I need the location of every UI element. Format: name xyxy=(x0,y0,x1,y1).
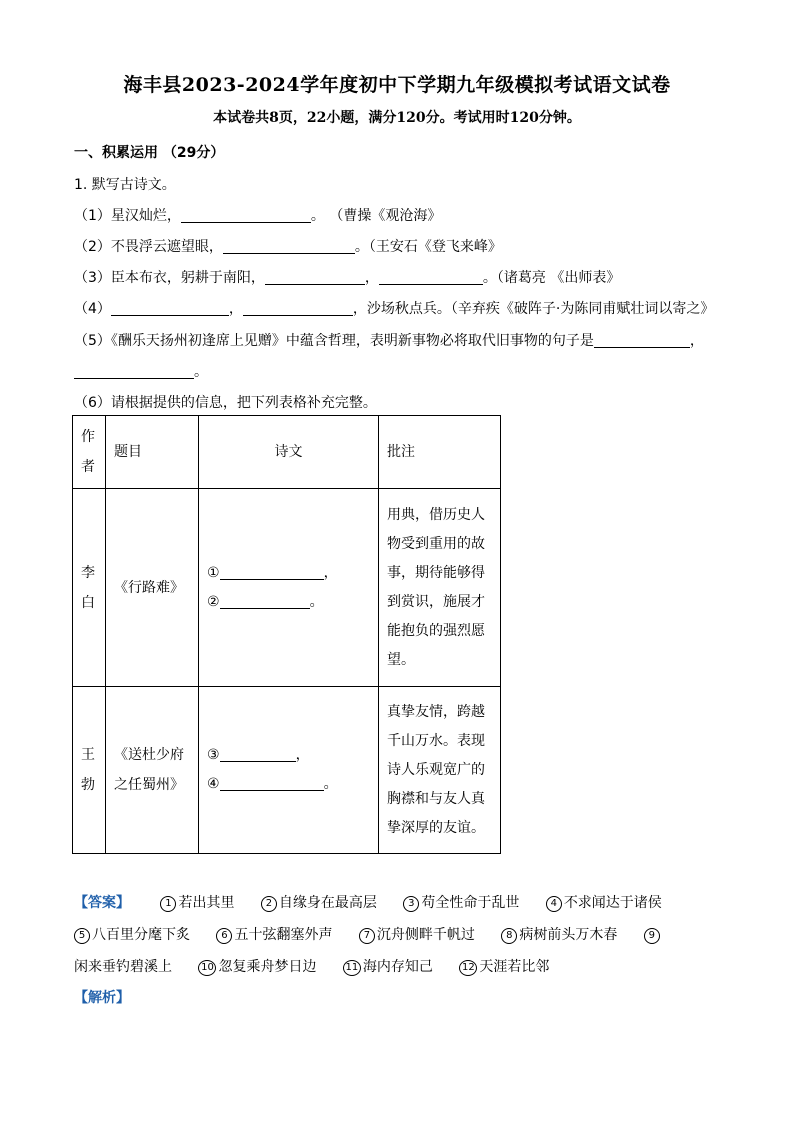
answer-blank[interactable] xyxy=(181,206,311,223)
answer-item xyxy=(501,927,617,943)
number-badge: 7 xyxy=(359,928,375,944)
item-3 xyxy=(74,267,620,287)
answer-item xyxy=(216,927,332,943)
item-5 xyxy=(74,330,704,350)
number-badge: 9 xyxy=(644,928,660,944)
header-poem: 诗文 xyxy=(199,416,379,489)
answer-blank[interactable] xyxy=(223,237,355,254)
answer-item xyxy=(403,895,519,911)
item-5-cont xyxy=(74,361,208,381)
poem-table xyxy=(72,415,501,854)
answer-text: 自缘身在最高层 xyxy=(278,895,377,911)
item-6: （6）请根据提供的信息，把下列表格补充完整。 xyxy=(74,395,377,411)
number-badge: 5 xyxy=(74,928,90,944)
item-4 xyxy=(74,298,714,318)
blank-label: ① xyxy=(207,564,220,581)
number-badge: 4 xyxy=(546,896,562,912)
answer-item xyxy=(546,895,662,911)
author-cell: 王勃 xyxy=(73,687,106,854)
note-cell: 真挚友情，跨越千山万水。表现诗人乐观宽广的胸襟和与友人真挚深厚的友谊。 xyxy=(379,687,501,854)
separator: ， xyxy=(323,564,338,581)
answer-item xyxy=(343,959,433,975)
item-2 xyxy=(74,236,502,256)
table-header-row xyxy=(73,416,501,489)
answer-blank[interactable] xyxy=(220,774,324,791)
answer-text: 不求闻达于诸侯 xyxy=(563,895,662,911)
poem-cell xyxy=(199,489,379,687)
item-2-text: （2）不畏浮云遮望眼， xyxy=(74,239,223,255)
item-5-text: （5）《酬乐天扬州初逢席上见赠》中蕴含哲理，表明新事物必将取代旧事物的句子是 xyxy=(74,333,594,349)
answer-text: 沉舟侧畔千帆过 xyxy=(376,927,475,943)
answer-blank[interactable] xyxy=(111,299,229,316)
answer-text: 五十弦翻塞外声 xyxy=(234,927,333,943)
number-badge: 12 xyxy=(459,960,477,976)
answer-text: 忽复乘舟梦日边 xyxy=(218,959,317,975)
number-badge: 8 xyxy=(501,928,517,944)
item-1-text: （1）星汉灿烂， xyxy=(74,208,181,224)
answer-item xyxy=(261,895,377,911)
poem-cell xyxy=(199,687,379,854)
number-badge: 2 xyxy=(261,896,277,912)
analysis-row xyxy=(74,987,130,1007)
answer-row-1 xyxy=(74,892,662,912)
page-subtitle: 本试卷共8页，22小题，满分120分。考试用时120分钟。 xyxy=(213,110,581,126)
header-title: 题目 xyxy=(106,416,199,489)
author-cell: 李白 xyxy=(73,489,106,687)
table-row xyxy=(73,687,501,854)
table-row xyxy=(73,489,501,687)
blank-label: ③ xyxy=(207,747,220,763)
header-author: 作者 xyxy=(73,416,106,489)
separator: 。 xyxy=(309,593,324,610)
number-badge: 11 xyxy=(343,960,361,976)
number-badge: 10 xyxy=(198,960,216,976)
separator: ， xyxy=(295,747,310,763)
answer-text: 海内存知己 xyxy=(362,959,433,975)
answer-blank[interactable] xyxy=(594,331,690,348)
item-5-end: 。 xyxy=(194,364,208,380)
answer-blank[interactable] xyxy=(265,268,365,285)
answer-blank[interactable] xyxy=(220,563,324,580)
answer-text: 天涯若比邻 xyxy=(479,959,550,975)
answer-text: 若出其里 xyxy=(178,895,235,911)
item-1 xyxy=(74,205,441,225)
answer-text: 苟全性命于乱世 xyxy=(421,895,520,911)
number-badge: 1 xyxy=(160,896,176,912)
answer-item xyxy=(459,959,549,975)
page-title: 海丰县2023-2024学年度初中下学期九年级模拟考试语文试卷 xyxy=(123,74,671,96)
item-2-source: 。（王安石《登飞来峰》 xyxy=(354,239,502,255)
answer-row-3 xyxy=(74,956,549,976)
number-badge: 3 xyxy=(403,896,419,912)
answer-blank[interactable] xyxy=(220,592,310,609)
answer-item xyxy=(198,959,316,975)
item-5-sep: ， xyxy=(689,333,704,349)
item-1-source: 。 （曹操《观沧海》 xyxy=(310,208,442,224)
analysis-tag: 【解析】 xyxy=(74,990,130,1006)
answer-blank[interactable] xyxy=(243,299,353,316)
answer-blank[interactable] xyxy=(74,362,194,379)
answer-tag: 【答案】 xyxy=(74,895,130,911)
number-badge: 6 xyxy=(216,928,232,944)
question-1: 1. 默写古诗文。 xyxy=(74,177,176,193)
answer-text: 闲来垂钓碧溪上 xyxy=(74,959,172,975)
item-4-text: （4） xyxy=(74,301,111,317)
title-cell: 《送杜少府之任蜀州》 xyxy=(106,687,199,854)
blank-label: ② xyxy=(207,593,220,610)
title-cell: 《行路难》 xyxy=(106,489,199,687)
separator: 。 xyxy=(323,776,338,792)
answer-item xyxy=(74,927,190,943)
header-note: 批注 xyxy=(379,416,501,489)
item-3-text: （3）臣本布衣，躬耕于南阳， xyxy=(74,270,265,286)
answer-blank[interactable] xyxy=(220,745,296,762)
answer-item xyxy=(359,927,475,943)
blank-label: ④ xyxy=(207,776,220,792)
answer-item xyxy=(644,927,662,943)
item-4-source: ，沙场秋点兵。（辛弃疾《破阵子·为陈同甫赋壮词以寄之》 xyxy=(352,301,715,317)
note-cell: 用典，借历史人物受到重用的故事，期待能够得到赏识，施展才能抱负的强烈愿望。 xyxy=(379,489,501,687)
item-3-sep: ， xyxy=(364,270,379,286)
section-heading: 一、积累运用 （29分） xyxy=(74,145,225,161)
answer-blank[interactable] xyxy=(379,268,483,285)
answer-item xyxy=(160,895,234,911)
item-3-source: 。（诸葛亮 《出师表》 xyxy=(482,270,621,286)
answer-row-2 xyxy=(74,924,662,944)
answer-text: 病树前头万木春 xyxy=(519,927,618,943)
answer-text: 八百里分麾下炙 xyxy=(92,927,190,943)
item-4-sep: ， xyxy=(228,301,243,317)
